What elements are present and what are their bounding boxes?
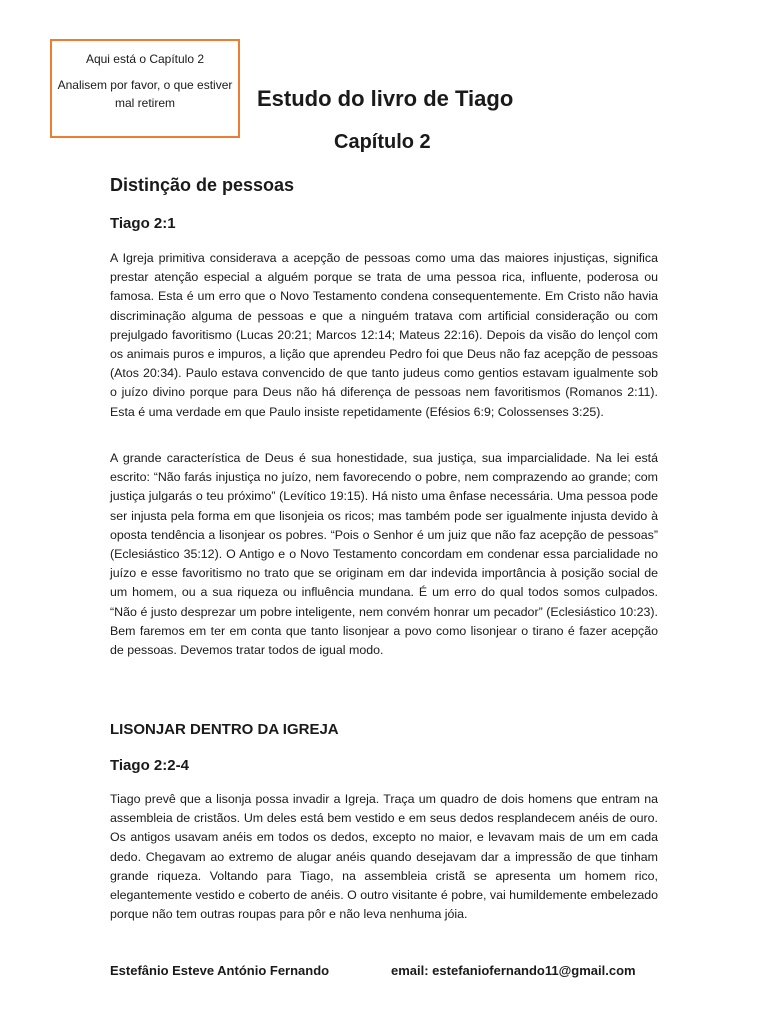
section-heading-lisonjar: LISONJAR DENTRO DA IGREJA (110, 721, 339, 738)
note-line-1: Aqui está o Capítulo 2 (85, 52, 205, 66)
note-line-2: Analisem por favor, o que estiver mal retirem (57, 78, 233, 110)
section-heading-distincao: Distinção de pessoas (110, 175, 295, 195)
paragraph-3: Tiago prevê que a lisonja possa invadir a Igreja. Traça um quadro de dois homens que entram na assembleia de cristãos. Um deles está bem vestido e em seus dedos resplandecem anéis de ouro. Os antigos usavam anéis em todos os dedos, excepto no maior, e levavam mais de um em cada dedo. Chegavam ao extremo de alugar anéis quando desejavam dar a impressão de que tinham grande riqueza. Voltando para Tiago, na assembleia cristã se apresenta um homem rico, elegantemente vestido e coberto de anéis. O outro visitante é pobre, vai humildemente embelezado porque não tem outras roupas para pôr e não leva nenhuma jóia. (110, 792, 658, 922)
footer-author: Estefânio Esteve António Fernando (110, 963, 330, 978)
document-title: Estudo do livro de Tiago (257, 86, 514, 111)
chapter-heading: Capítulo 2 (334, 131, 431, 153)
paragraph-2: A grande característica de Deus é sua honestidade, sua justiça, sua imparcialidade. Na lei está escrito: “Não farás injustiça no juízo, nem favorecendo o pobre, nem comprazendo ao grande; com justiça julgarás o teu próximo” (Levítico 19:15). Há nisto uma ênfase necessária. Uma pessoa pode ser injusta pela forma em que lisonjeia os ricos; mas também pode ser igualmente injusta devido à oposta tendência a lisonjear os pobres. “Pois o Senhor é um juiz que não faz acepção de pessoas” (Eclesiástico 35:12). O Antigo e o Novo Testamento concordam em condenar essa parcialidade no juízo e esse favoritismo no trato que se originam em dar indevida importância à posição social de um homem, ou a sua riqueza ou influência mundana. É um erro do qual todos somos culpados. “Não é justo desprezar um pobre inteligente, nem convém honrar um pecador” (Eclesiástico 10:23). Bem faremos em ter em conta que tanto lisonjear a povo como lisonjear o tirano é fazer acepção de pessoas. Devemos tratar todos de igual modo. (110, 451, 658, 658)
verse-reference-2-1: Tiago 2:1 (110, 215, 176, 232)
paragraph-1: A Igreja primitiva considerava a acepção de pessoas como uma das maiores injustiças, significa prestar atenção especial a alguém porque se trata de uma pessoa rica, influente, poderosa ou famosa. Esta é um erro que o Novo Testamento condena consequentemente. Em Cristo não havia discriminação alguma de pessoas e que a ninguém tratava com artificial consideração ou com prejulgado favoritismo (Lucas 20:21; Marcos 12:14; Mateus 22:16). Depois da visão do lençol com os animais puros e impuros, a lição que aprendeu Pedro foi que Deus não faz acepção de pessoas (Atos 20:34). Paulo estava convencido de que tanto judeus como gentios estavam igualmente sob o juízo divino porque para Deus não há diferença de pessoas nem favoritismos (Romanos 2:11). Esta é uma verdade em que Paulo insiste repetidamente (Efésios 6:9; Colossenses 3:25). (110, 251, 658, 419)
footer-email: email: estefaniofernando11@gmail.com (391, 963, 636, 978)
comment-note-box (50, 39, 240, 138)
verse-reference-2-2-4: Tiago 2:2-4 (110, 757, 189, 774)
